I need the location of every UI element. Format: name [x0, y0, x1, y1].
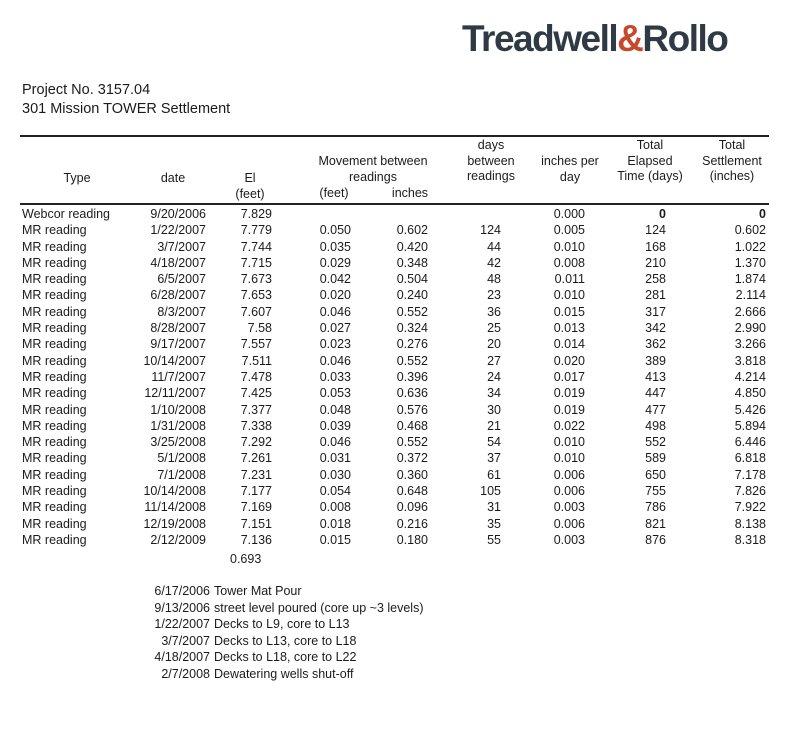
- cell-total-time: 589: [645, 451, 666, 466]
- cell-days-between: 48: [487, 272, 501, 287]
- table-row: [0, 239, 800, 255]
- cell-date: 6/28/2007: [150, 288, 206, 303]
- table-row: [0, 336, 800, 352]
- cell-el: 7.377: [240, 402, 272, 417]
- cell-date: 8/28/2007: [150, 321, 206, 336]
- cell-el: 7.511: [241, 353, 272, 368]
- cell-inches-per-day: 0.010: [553, 239, 585, 254]
- cell-total-time: 0: [659, 207, 666, 221]
- header-tet-line1: Total: [636, 138, 664, 152]
- cell-movement-inches: 0.602: [396, 223, 428, 238]
- cell-type: MR reading: [22, 288, 87, 303]
- table-row: [0, 369, 800, 385]
- cell-inches-per-day: 0.010: [553, 288, 585, 303]
- cell-total-time: 210: [645, 255, 666, 270]
- cell-total-settlement: 5.426: [734, 402, 766, 417]
- cell-movement-feet: 0.054: [319, 484, 351, 499]
- cell-movement-feet: 0.027: [319, 321, 351, 336]
- cell-type: MR reading: [22, 516, 87, 531]
- table-row: [0, 206, 800, 222]
- header-inches-per-day: [536, 154, 604, 185]
- header-el-line2: (feet): [235, 186, 265, 201]
- project-title: 301 Mission TOWER Settlement: [22, 101, 231, 117]
- logo-part-rollo: Rollo: [642, 18, 728, 59]
- header-type: Type: [63, 171, 91, 185]
- cell-total-time: 821: [645, 516, 666, 531]
- cell-type: MR reading: [22, 451, 87, 466]
- cell-inches-per-day: 0.011: [554, 272, 585, 287]
- cell-days-between: 20: [487, 337, 501, 352]
- cell-inches-per-day: 0.022: [553, 418, 585, 433]
- cell-movement-feet: 0.008: [319, 500, 351, 515]
- cell-inches-per-day: 0.003: [553, 532, 585, 547]
- cell-type: MR reading: [22, 418, 87, 433]
- cell-days-between: 27: [487, 353, 501, 368]
- table-row: [0, 353, 800, 369]
- cell-total-settlement: 7.922: [734, 500, 766, 515]
- table-row: [0, 271, 800, 287]
- cell-days-between: 24: [487, 369, 501, 384]
- table-row: [0, 222, 800, 238]
- cell-type: MR reading: [22, 369, 87, 384]
- cell-movement-feet: 0.023: [319, 337, 351, 352]
- cell-total-time: 786: [645, 500, 666, 515]
- cell-inches-per-day: 0.006: [553, 467, 585, 482]
- note-item: [140, 583, 540, 600]
- cell-total-time: 281: [645, 288, 666, 303]
- cell-movement-feet: 0.035: [319, 239, 351, 254]
- cell-movement-feet: 0.031: [319, 451, 351, 466]
- cell-date: 4/18/2007: [150, 255, 206, 270]
- cell-el: 7.653: [240, 288, 272, 303]
- cell-movement-feet: 0.050: [319, 223, 351, 238]
- company-logo: [462, 18, 772, 62]
- cell-total-settlement: 8.138: [734, 516, 766, 531]
- cell-total-time: 447: [645, 386, 666, 401]
- table-row: [0, 287, 800, 303]
- cell-type: MR reading: [22, 435, 87, 450]
- cell-movement-inches: 0.552: [396, 304, 428, 319]
- cell-movement-feet: 0.015: [319, 532, 351, 547]
- header-days-between: [462, 138, 520, 185]
- header-total-settlement: [694, 138, 770, 185]
- logo-part-treadwell: Treadwell: [462, 18, 618, 59]
- cell-movement-inches: 0.468: [396, 418, 428, 433]
- note-item: [140, 600, 540, 617]
- cell-days-between: 34: [487, 386, 501, 401]
- cell-type: MR reading: [22, 353, 87, 368]
- header-movement-feet: (feet): [319, 186, 349, 200]
- cell-movement-inches: 0.348: [396, 255, 428, 270]
- cell-total-settlement: 7.826: [734, 484, 766, 499]
- table-row: [0, 418, 800, 434]
- table-row: [0, 483, 800, 499]
- settlement-table-body: [0, 206, 800, 548]
- cell-movement-inches: 0.096: [396, 500, 428, 515]
- table-row: [0, 467, 800, 483]
- cell-movement-inches: 0.324: [396, 321, 428, 336]
- cell-type: MR reading: [22, 223, 87, 238]
- cell-movement-feet: 0.042: [319, 272, 351, 287]
- note-item: [140, 666, 540, 683]
- header-ipd-line2: day: [559, 169, 581, 184]
- cell-date: 3/7/2007: [157, 239, 206, 254]
- cell-date: 2/12/2009: [150, 532, 206, 547]
- cell-total-time: 413: [645, 369, 666, 384]
- cell-total-settlement: 8.318: [734, 532, 766, 547]
- cell-date: 1/10/2008: [150, 402, 206, 417]
- cell-movement-inches: 0.552: [396, 435, 428, 450]
- note-text: street level poured (core up ~3 levels): [214, 600, 424, 615]
- cell-date: 6/5/2007: [157, 272, 206, 287]
- cell-movement-feet: 0.053: [319, 386, 351, 401]
- note-text: Decks to L13, core to L18: [214, 633, 357, 648]
- cell-el: 7.557: [240, 337, 272, 352]
- cell-el: 7.829: [240, 207, 272, 221]
- cell-total-time: 552: [645, 435, 666, 450]
- cell-date: 11/14/2008: [144, 500, 206, 515]
- cell-total-time: 650: [645, 467, 666, 482]
- cell-movement-feet: 0.046: [319, 304, 351, 319]
- cell-date: 5/1/2008: [157, 451, 206, 466]
- header-el-line1: El: [244, 171, 256, 185]
- cell-movement-feet: 0.029: [319, 255, 351, 270]
- cell-inches-per-day: 0.017: [553, 369, 585, 384]
- cell-days-between: 54: [487, 435, 501, 450]
- cell-total-settlement: 4.850: [734, 386, 766, 401]
- table-top-rule: [20, 135, 769, 137]
- cell-days-between: 23: [487, 288, 501, 303]
- header-movement-inches: inches: [391, 186, 429, 200]
- note-item: [140, 649, 540, 666]
- cell-total-time: 124: [645, 223, 666, 238]
- table-row: [0, 499, 800, 515]
- cell-movement-inches: 0.276: [396, 337, 428, 352]
- table-row: [0, 402, 800, 418]
- cell-el: 7.779: [240, 223, 272, 238]
- cell-el: 7.177: [240, 484, 272, 499]
- cell-inches-per-day: 0.015: [553, 304, 585, 319]
- cell-total-settlement: 6.818: [734, 451, 766, 466]
- cell-type: MR reading: [22, 484, 87, 499]
- cell-movement-feet: 0.020: [319, 288, 351, 303]
- cell-total-settlement: 3.818: [734, 353, 766, 368]
- cell-type: MR reading: [22, 532, 87, 547]
- cell-total-time: 362: [645, 337, 666, 352]
- note-text: Dewatering wells shut-off: [214, 666, 354, 681]
- cell-inches-per-day: 0.014: [553, 337, 585, 352]
- cell-el: 7.151: [240, 516, 272, 531]
- cell-total-settlement: 0: [759, 207, 766, 221]
- cell-type: MR reading: [22, 337, 87, 352]
- cell-total-time: 477: [645, 402, 666, 417]
- note-item: [140, 616, 540, 633]
- header-date: date: [160, 171, 186, 185]
- cell-movement-feet: 0.046: [319, 435, 351, 450]
- table-row: [0, 255, 800, 271]
- note-date: 9/13/2006: [154, 600, 210, 615]
- cell-days-between: 124: [480, 223, 501, 238]
- cell-total-settlement: 1.370: [734, 255, 766, 270]
- note-date: 6/17/2006: [154, 584, 210, 598]
- cell-date: 10/14/2007: [143, 353, 206, 368]
- cell-type: MR reading: [22, 321, 87, 336]
- cell-total-time: 258: [645, 272, 666, 287]
- cell-total-time: 755: [645, 484, 666, 499]
- cell-total-settlement: 4.214: [734, 369, 766, 384]
- cell-date: 8/3/2007: [157, 304, 206, 319]
- cell-inches-per-day: 0.019: [553, 386, 585, 401]
- cell-movement-inches: 0.552: [396, 353, 428, 368]
- cell-movement-feet: 0.039: [319, 418, 351, 433]
- cell-inches-per-day: 0.006: [553, 484, 585, 499]
- cell-movement-inches: 0.636: [396, 386, 428, 401]
- cell-days-between: 42: [487, 255, 501, 270]
- table-row: [0, 320, 800, 336]
- cell-total-settlement: 1.022: [734, 239, 766, 254]
- cell-date: 12/19/2008: [143, 516, 206, 531]
- note-text: Decks to L9, core to L13: [214, 617, 350, 632]
- cell-total-settlement: 7.178: [734, 467, 766, 482]
- cell-days-between: 25: [487, 321, 501, 336]
- cell-days-between: 30: [487, 402, 501, 417]
- note-item: [140, 633, 540, 650]
- cell-inches-per-day: 0.020: [553, 353, 585, 368]
- cell-type: MR reading: [22, 386, 87, 401]
- cell-date: 1/22/2007: [150, 223, 206, 238]
- cell-days-between: 105: [480, 484, 501, 499]
- cell-type: MR reading: [22, 304, 87, 319]
- logo-ampersand: &: [617, 18, 643, 59]
- note-date: 1/22/2007: [154, 617, 210, 632]
- table-row: [0, 385, 800, 401]
- cell-movement-feet: 0.033: [319, 369, 351, 384]
- cell-total-settlement: 0.602: [734, 223, 766, 238]
- table-row: [0, 532, 800, 548]
- header-movement-line1: Movement between: [318, 154, 428, 168]
- cell-total-time: 876: [645, 532, 666, 547]
- cell-inches-per-day: 0.000: [553, 207, 585, 221]
- header-days-line3: readings: [467, 169, 515, 183]
- cell-el: 7.136: [240, 532, 272, 547]
- cell-el: 7.338: [240, 418, 272, 433]
- cell-date: 10/14/2008: [143, 484, 206, 499]
- cell-inches-per-day: 0.005: [553, 223, 585, 238]
- header-ts-line2: Settlement: [702, 153, 762, 168]
- cell-days-between: 61: [487, 467, 501, 482]
- cell-type: MR reading: [22, 500, 87, 515]
- cell-movement-feet: 0.048: [319, 402, 351, 417]
- cell-total-settlement: 5.894: [734, 418, 766, 433]
- header-ts-line1: Total: [718, 138, 746, 152]
- table-header-rule: [20, 203, 769, 205]
- cell-el: 7.744: [240, 239, 272, 254]
- cell-total-time: 389: [645, 353, 666, 368]
- cell-movement-inches: 0.216: [396, 516, 428, 531]
- cell-el: 7.607: [240, 304, 272, 319]
- cell-inches-per-day: 0.008: [553, 255, 585, 270]
- header-ts-line3: (inches): [709, 169, 755, 183]
- cell-el: 7.478: [240, 369, 272, 384]
- cell-movement-feet: 0.030: [319, 467, 351, 482]
- header-tet-line3: Time (days): [617, 169, 683, 183]
- header-movement-line2: readings: [349, 169, 397, 184]
- cell-movement-inches: 0.180: [396, 532, 428, 547]
- cell-days-between: 31: [487, 500, 501, 515]
- cell-el: 7.292: [240, 435, 272, 450]
- cell-total-time: 498: [645, 418, 666, 433]
- table-row: [0, 304, 800, 320]
- cell-el: 7.673: [240, 272, 272, 287]
- cell-total-time: 317: [645, 304, 666, 319]
- cell-movement-inches: 0.648: [396, 484, 428, 499]
- cell-date: 1/31/2008: [150, 418, 206, 433]
- cell-type: MR reading: [22, 272, 87, 287]
- cell-inches-per-day: 0.010: [553, 435, 585, 450]
- cell-total-time: 342: [645, 321, 666, 336]
- cell-el: 7.169: [240, 500, 272, 515]
- cell-type: Webcor reading: [22, 207, 111, 221]
- note-date: 3/7/2007: [161, 633, 210, 648]
- cell-days-between: 37: [487, 451, 501, 466]
- cell-movement-inches: 0.576: [396, 402, 428, 417]
- cell-type: MR reading: [22, 402, 87, 417]
- cell-total-settlement: 1.874: [734, 272, 766, 287]
- note-text: Tower Mat Pour: [214, 584, 302, 598]
- header-days-line1: days: [477, 138, 505, 152]
- cell-total-time: 168: [645, 239, 666, 254]
- note-date: 4/18/2007: [154, 650, 210, 665]
- cell-movement-feet: 0.018: [319, 516, 351, 531]
- cell-total-settlement: 2.990: [734, 321, 766, 336]
- cell-movement-inches: 0.420: [396, 239, 428, 254]
- cell-days-between: 55: [487, 532, 501, 547]
- cell-el: 7.261: [240, 451, 272, 466]
- cell-movement-inches: 0.360: [396, 467, 428, 482]
- cell-days-between: 35: [487, 516, 501, 531]
- cell-el: 7.231: [240, 467, 272, 482]
- cell-el: 7.715: [240, 255, 272, 270]
- cell-date: 9/17/2007: [150, 337, 206, 352]
- cell-total-settlement: 2.114: [735, 288, 766, 303]
- note-text: Decks to L18, core to L22: [214, 650, 357, 665]
- table-row: [0, 516, 800, 532]
- note-date: 2/7/2008: [161, 666, 210, 681]
- header-total-elapsed: [610, 138, 690, 185]
- cell-movement-inches: 0.240: [396, 288, 428, 303]
- cell-total-settlement: 3.266: [734, 337, 766, 352]
- cell-type: MR reading: [22, 239, 87, 254]
- cell-movement-inches: 0.372: [396, 451, 428, 466]
- cell-el: 7.425: [240, 386, 272, 401]
- header-ipd-line1: inches per: [541, 154, 599, 168]
- cell-inches-per-day: 0.003: [553, 500, 585, 515]
- cell-movement-inches: 0.504: [396, 272, 428, 287]
- header-tet-line2: Elapsed: [627, 153, 673, 168]
- project-number: Project No. 3157.04: [22, 82, 151, 98]
- cell-date: 7/1/2008: [157, 467, 206, 482]
- cell-total-settlement: 6.446: [734, 435, 766, 450]
- cell-date: 12/11/2007: [144, 386, 206, 401]
- cell-days-between: 44: [487, 239, 501, 254]
- cell-date: 11/7/2007: [151, 369, 206, 384]
- cell-inches-per-day: 0.006: [553, 516, 585, 531]
- cell-inches-per-day: 0.019: [553, 402, 585, 417]
- cell-type: MR reading: [22, 255, 87, 270]
- cell-total-settlement: 2.666: [734, 304, 766, 319]
- milestone-notes: [140, 583, 540, 683]
- cell-inches-per-day: 0.010: [553, 451, 585, 466]
- cell-days-between: 36: [487, 304, 501, 319]
- cell-movement-feet: 0.046: [319, 353, 351, 368]
- cell-movement-inches: 0.396: [396, 369, 428, 384]
- header-movement: [310, 154, 436, 185]
- header-days-line2: between: [467, 153, 515, 168]
- el-total-change: 0.693: [230, 552, 262, 566]
- table-row: [0, 434, 800, 450]
- cell-type: MR reading: [22, 467, 87, 482]
- cell-days-between: 21: [487, 418, 501, 433]
- cell-el: 7.58: [247, 321, 272, 336]
- table-row: [0, 450, 800, 466]
- cell-inches-per-day: 0.013: [553, 321, 585, 336]
- cell-date: 9/20/2006: [150, 207, 206, 221]
- cell-date: 3/25/2008: [150, 435, 206, 450]
- header-el: [228, 171, 272, 202]
